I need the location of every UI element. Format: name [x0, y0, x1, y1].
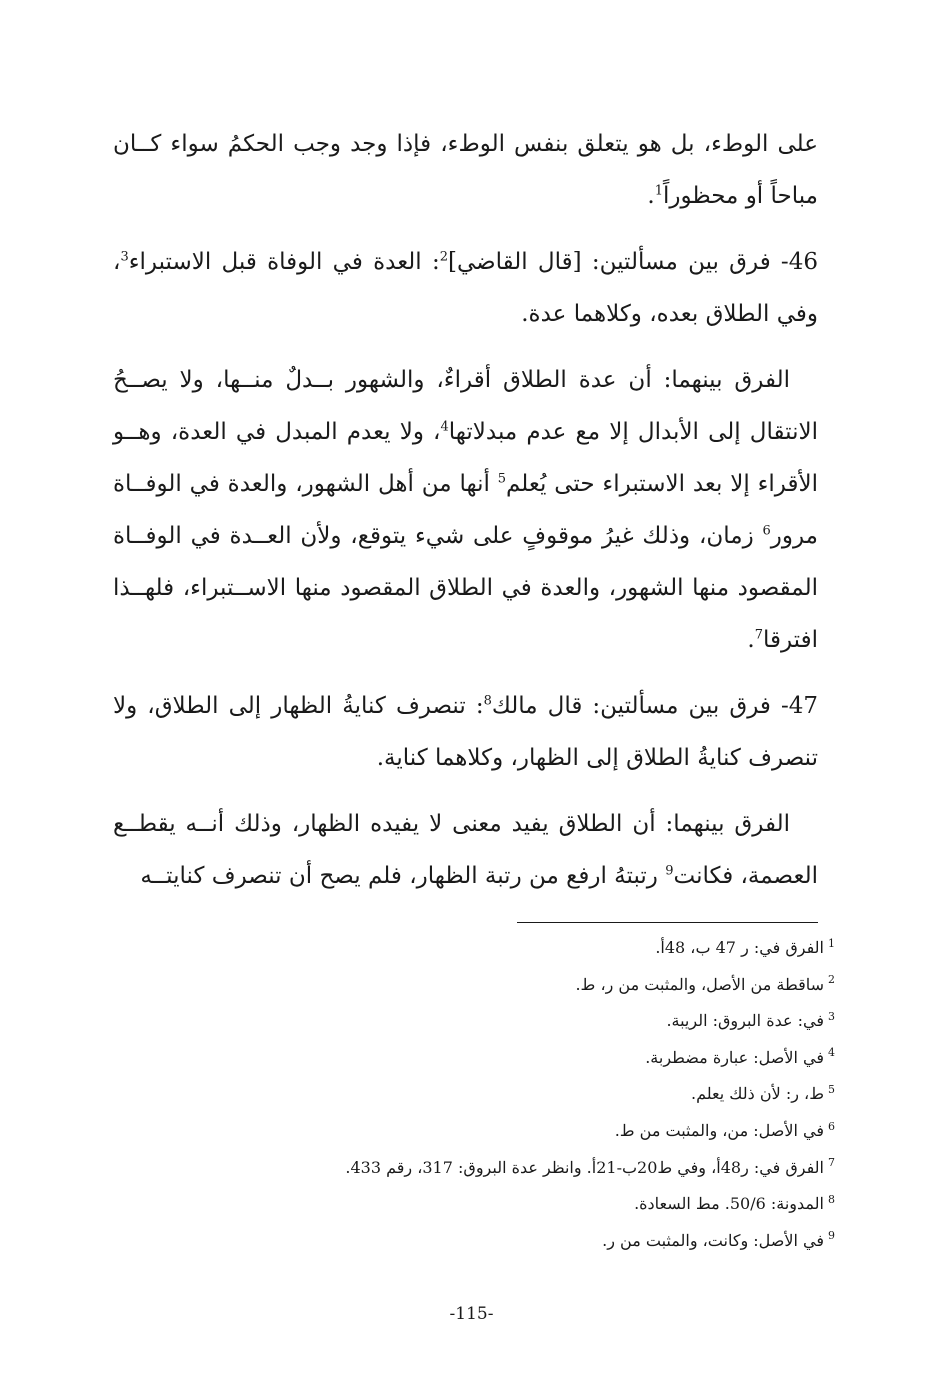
footnote-ref: 2 — [439, 249, 448, 265]
footnote-text: ط، ر: لأن ذلك يعلم. — [691, 1084, 824, 1104]
text-run: ، ولا يعدم المبدل في العدة، وهــو الأقراء إلا بعد الاستبراء حتى يُعلم — [113, 419, 818, 497]
footnote-number: 9 — [828, 1229, 835, 1243]
text-run: : العدة في الوفاة قبل الاستبراء — [128, 249, 440, 275]
footnote-ref: 6 — [762, 523, 771, 539]
footnote-ref: 3 — [120, 249, 129, 265]
text-run: الفرق بينهما: أن عدة الطلاق أقراءٌ، والشهور بــدلٌ منــها، ولا يصــحُ الانتقال إلى الأبدال إلا مع عدم مبدلاتها — [113, 367, 818, 445]
paragraph-p2 — [113, 236, 818, 340]
paragraph-p3 — [113, 354, 818, 666]
footnote-number: 4 — [828, 1046, 835, 1060]
footnote-number: 3 — [828, 1009, 835, 1023]
footnote-item — [200, 1076, 835, 1113]
footnotes — [200, 930, 835, 1259]
footnote-ref: 8 — [483, 693, 492, 709]
footnote-item — [200, 1186, 835, 1223]
footnote-item — [200, 1003, 835, 1040]
footnote-text: المدونة: 50/6. مط السعادة. — [634, 1194, 824, 1214]
footnote-item — [200, 967, 835, 1004]
text-run: 46- فرق بين مسألتين: [قال القاضي] — [447, 249, 818, 275]
footnote-item — [200, 1113, 835, 1150]
footnote-ref: 5 — [497, 471, 506, 487]
text-run: ، وفي الطلاق بعده، وكلاهما عدة. — [113, 249, 818, 327]
text-run: : تنصرف كنايةُ الظهار إلى الطلاق، ولا تنصرف كنايةُ الطلاق إلى الظهار، وكلاهما كناية. — [113, 693, 818, 771]
footnote-item — [200, 1223, 835, 1260]
page-number: -115- — [449, 1304, 494, 1324]
footnote-text: في الأصل: من، والمثبت من ط. — [614, 1120, 824, 1140]
main-text — [113, 118, 818, 902]
footnote-number: 6 — [828, 1119, 835, 1133]
paragraph-p5 — [113, 798, 818, 902]
footnote-text: في الأصل: عبارة مضطربة. — [645, 1047, 824, 1067]
footnote-number: 8 — [828, 1192, 835, 1206]
footnote-text: الفرق في: ر48أ، وفي ط20ب-21أ. وانظر عدة البروق: 317، رقم 433. — [345, 1157, 824, 1177]
footnote-ref: 1 — [654, 183, 663, 199]
text-run: على الوطء، بل هو يتعلق بنفس الوطء، فإذا وجد وجب الحكمُ سواء كــان مباحاً أو محظوراً — [113, 131, 818, 209]
footnote-separator — [517, 922, 818, 923]
text-run: رتبتهُ ارفع من رتبة الظهار، فلم يصح أن تنصرف كنايتــه — [140, 863, 666, 889]
text-run: 47- فرق بين مسألتين: قال مالك — [491, 693, 818, 719]
footnote-text: ساقطة من الأصل، والمثبت من ر، ط. — [575, 974, 824, 994]
footnote-item — [200, 930, 835, 967]
text-run: . — [647, 183, 655, 209]
footnote-item — [200, 1150, 835, 1187]
footnote-number: 5 — [828, 1083, 835, 1097]
footnote-ref: 7 — [754, 627, 763, 643]
paragraph-p1 — [113, 118, 818, 222]
text-run: الفرق بينهما: أن الطلاق يفيد معنى لا يفيده الظهار، وذلك أنــه يقطــع العصمة، فكانت — [113, 811, 818, 889]
footnote-number: 7 — [828, 1156, 835, 1170]
footnote-ref: 9 — [665, 863, 674, 879]
footnote-number: 1 — [828, 936, 835, 950]
paragraph-p4 — [113, 680, 818, 784]
footnote-item — [200, 1040, 835, 1077]
footnote-ref: 4 — [440, 419, 449, 435]
text-run: . — [747, 627, 755, 653]
text-run: أنها من أهل الشهور، والعدة في الوفــاة مرور — [113, 471, 818, 549]
footnote-text: في الأصل: وكانت، والمثبت من ر. — [602, 1230, 824, 1250]
footnote-text: الفرق في: ر 47 ب، 48أ. — [655, 938, 824, 957]
footnote-text: في: عدة البروق: الريبة. — [666, 1011, 824, 1031]
text-run: زمان، وذلك غيرُ موقوفٍ على شيء يتوقع، ولأن العــدة في الوفــاة المقصود منها الشهور، والعدة في الطلاق المقصود منها الاســتبراء، فلهــذا افترقا — [113, 523, 818, 653]
footnote-number: 2 — [828, 973, 835, 987]
